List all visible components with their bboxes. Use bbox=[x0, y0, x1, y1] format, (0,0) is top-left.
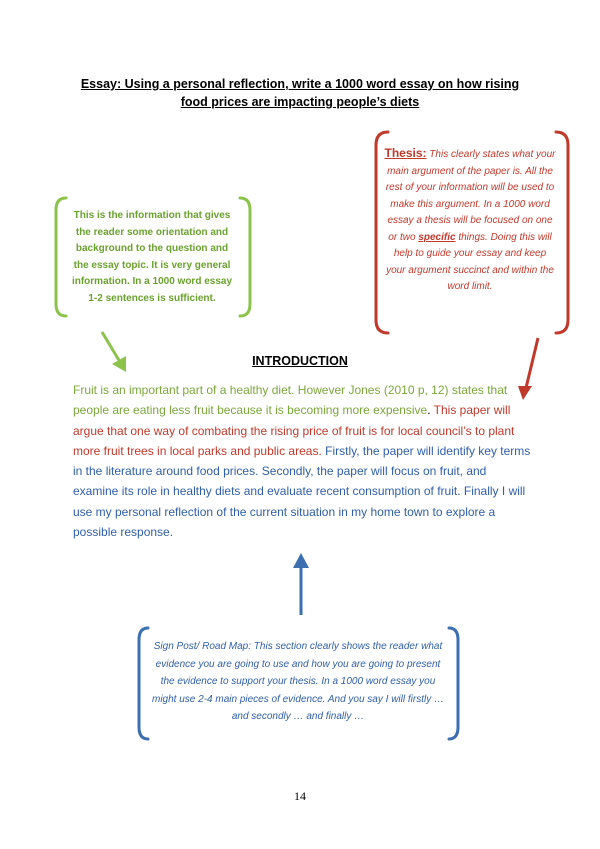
thesis-note-text-before: This clearly states what your main argument of the paper is. All the rest of your information will be used to make this argument. In a 1000 word essay a thesis will be focused on one or two bbox=[385, 149, 556, 243]
green-bracket-right bbox=[240, 198, 250, 316]
signpost-note: Sign Post/ Road Map: This section clearly shows the reader what evidence you are going to use and how you are going to present the evidence to support your thesis. In a 1000 word essay you might use 2-4 main pieces of evidence. And you say I will firstly … and secondly … and finally … bbox=[152, 641, 444, 722]
blue-bracket-right bbox=[449, 628, 458, 739]
orientation-note: This is the information that gives the reader some orientation and background to the question and the essay topic. It is very general information. In a 1000 word essay 1-2 sentences is sufficient. bbox=[71, 210, 233, 304]
introduction-heading: INTRODUCTION bbox=[252, 354, 348, 368]
thesis-note-text-after: things. Doing this will help to guide your essay and keep your argument succinct and within the word limit. bbox=[386, 231, 554, 292]
blue-bracket-left bbox=[139, 628, 148, 739]
thesis-note bbox=[384, 145, 556, 296]
green-bracket-left bbox=[56, 198, 66, 316]
thesis-note-label: Thesis: bbox=[384, 146, 427, 160]
intro-orientation-period: . bbox=[427, 403, 431, 418]
intro-orientation-text: Fruit is an important part of a healthy diet. However Jones (2010 p, 12) states that people are eating less fruit because it is becoming more expensive bbox=[73, 383, 508, 418]
essay-title-line2: food prices are impacting people’s diets bbox=[180, 95, 420, 109]
intro-signpost-text: Firstly, the paper will identify key terms in the literature around food prices. Secondly, the paper will focus on fruit, and examine its role in healthy diets and evaluate recent consumption of fruit. Finally I will use my personal reflection of the current situation in my home town to explore a possible response. bbox=[73, 443, 531, 540]
blue-arrow-head bbox=[293, 553, 309, 568]
page-number: 14 bbox=[294, 789, 306, 803]
introduction-paragraph bbox=[73, 380, 531, 542]
intro-thesis-text: This paper will argue that one way of combating the rising price of fruit is for local council’s to plant more fruit trees in local parks and public areas. bbox=[73, 403, 515, 458]
essay-title-line1: Essay: Using a personal reflection, write a 1000 word essay on how rising bbox=[80, 77, 520, 91]
thesis-note-emphasis: specific bbox=[418, 231, 456, 243]
red-bracket-right bbox=[556, 132, 568, 333]
